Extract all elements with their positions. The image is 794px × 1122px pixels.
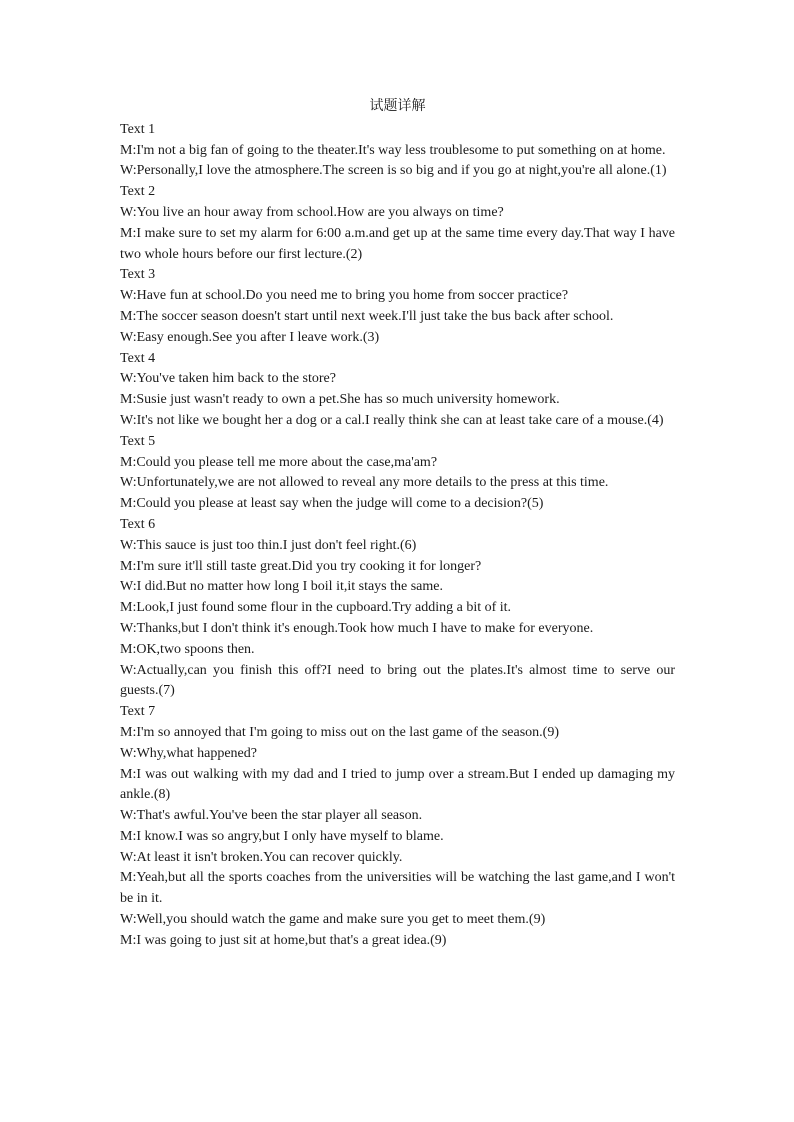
dialogue-line: W:Easy enough.See you after I leave work.(3) [120,329,380,345]
dialogue-line: W:Well,you should watch the game and make sure you get to meet them.(9) [120,912,546,928]
section-heading: Text 3 [120,267,156,283]
dialogue-line: M:Yeah,but all the sports coaches from the universities will be watching the last game,and I won't be in it. [120,870,675,907]
dialogue-line: W:It's not like we bought her a dog or a cal.I really think she can at least take care of a mouse.(4) [120,412,664,428]
dialogue-line: W:Have fun at school.Do you need me to bring you home from soccer practice? [120,288,569,304]
transcript-section [120,432,675,515]
dialogue-line: W:Personally,I love the atmosphere.The screen is so big and if you go at night,you're all alone.(1) [120,163,667,179]
dialogue-line: W:This sauce is just too thin.I just don't feel right.(6) [120,537,417,553]
dialogue-line: W:That's awful.You've been the star player all season. [120,808,423,824]
section-heading: Text 1 [120,121,156,137]
dialogue-line: W:You've taken him back to the store? [120,371,336,387]
document-page [120,96,675,952]
dialogue-line: W:You live an hour away from school.How are you always on time? [120,204,504,220]
section-heading: Text 2 [120,184,156,200]
dialogue-line: W:I did.But no matter how long I boil it,it stays the same. [120,579,443,595]
transcript-section [120,265,675,348]
dialogue-line: W:Why,what happened? [120,745,257,761]
page-title: 试题详解 [369,98,426,114]
dialogue-line: M:Could you please tell me more about the case,ma'am? [120,454,438,470]
section-heading: Text 6 [120,516,156,532]
dialogue-line: M:I'm not a big fan of going to the theater.It's way less troublesome to put something on at home. [120,142,666,158]
transcript-section [120,702,675,952]
transcript-section [120,515,675,702]
dialogue-line: M:I was out walking with my dad and I tried to jump over a stream.But I ended up damaging my ankle.(8) [120,766,675,803]
dialogue-line: M:Could you please at least say when the judge will come to a decision?(5) [120,496,544,512]
transcript-section [120,182,675,265]
section-heading: Text 7 [120,704,156,720]
section-heading: Text 4 [120,350,156,366]
transcript-body [120,120,675,952]
dialogue-line: W:At least it isn't broken.You can recover quickly. [120,849,403,865]
section-heading: Text 5 [120,433,156,449]
dialogue-line: M:I'm sure it'll still taste great.Did you try cooking it for longer? [120,558,482,574]
dialogue-line: M:I make sure to set my alarm for 6:00 a.m.and get up at the same time every day.That way I have two whole hours before our first lecture.(2) [120,225,675,262]
dialogue-line: M:Look,I just found some flour in the cupboard.Try adding a bit of it. [120,600,512,616]
dialogue-line: W:Thanks,but I don't think it's enough.Took how much I have to make for everyone. [120,620,594,636]
dialogue-line: M:The soccer season doesn't start until next week.I'll just take the bus back after school. [120,308,614,324]
dialogue-line: M:I was going to just sit at home,but that's a great idea.(9) [120,932,447,948]
dialogue-line: W:Unfortunately,we are not allowed to reveal any more details to the press at this time. [120,475,609,491]
dialogue-line: M:I'm so annoyed that I'm going to miss out on the last game of the season.(9) [120,724,559,740]
dialogue-line: W:Actually,can you finish this off?I need to bring out the plates.It's almost time to serve our guests.(7) [120,662,675,699]
dialogue-line: M:Susie just wasn't ready to own a pet.She has so much university homework. [120,392,560,408]
dialogue-line: M:OK,two spoons then. [120,641,255,657]
transcript-section [120,120,675,182]
transcript-section [120,349,675,432]
dialogue-line: M:I know.I was so angry,but I only have myself to blame. [120,828,444,844]
